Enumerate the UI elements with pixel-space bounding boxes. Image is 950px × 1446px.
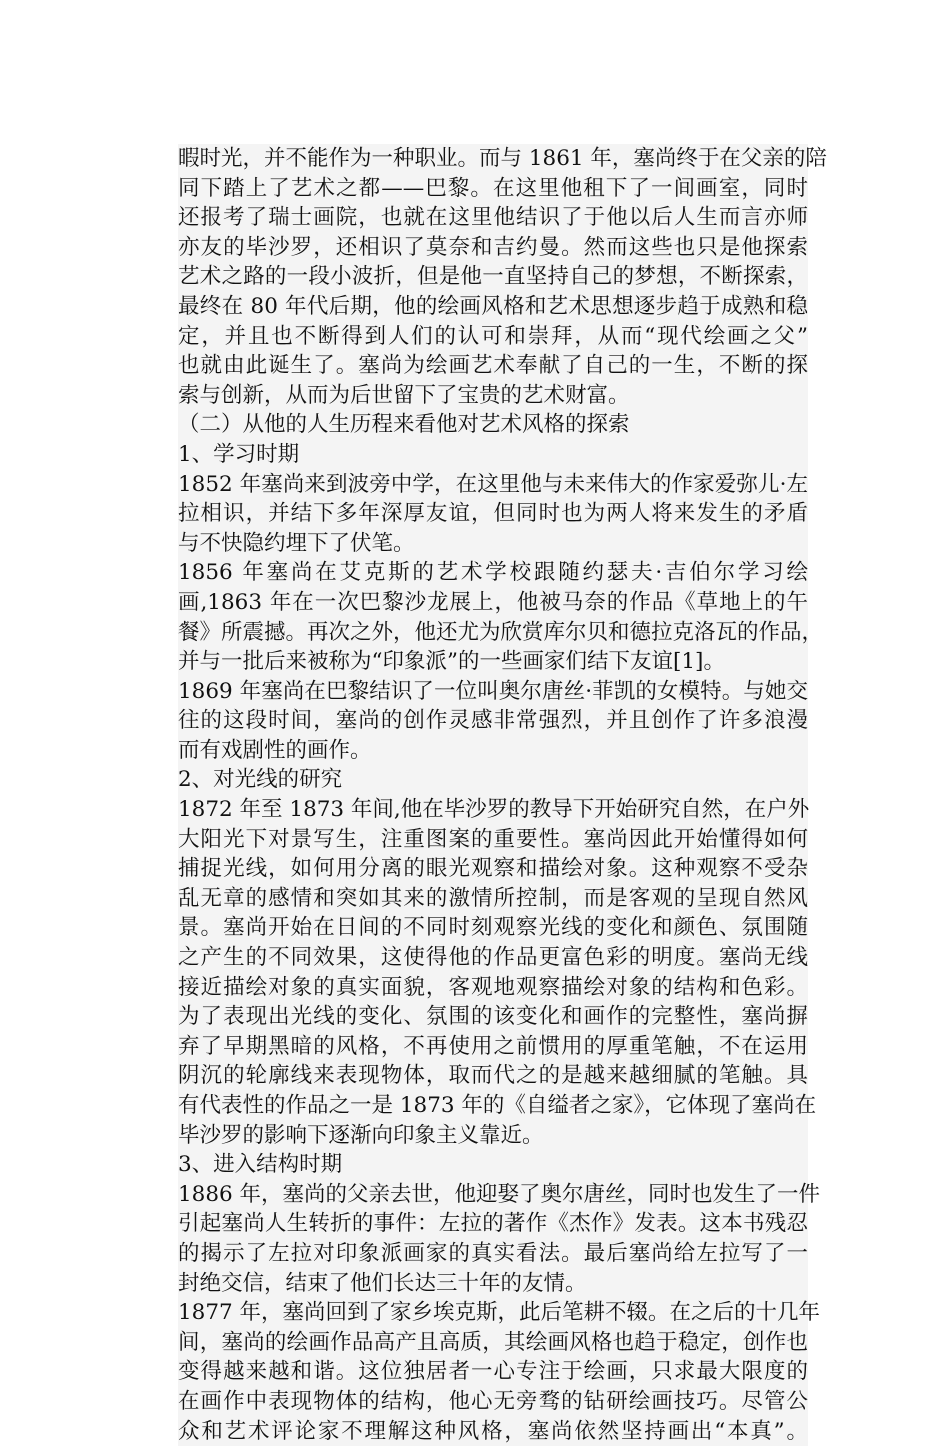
heading-text: 2、对光线的研究 <box>178 765 808 795</box>
document-body <box>178 144 827 1446</box>
text-line: 的揭示了左拉对印象派画家的真实看法。最后塞尚给左拉写了一 <box>178 1239 808 1269</box>
paragraph-1886 <box>178 1180 821 1298</box>
heading-text: 1、学习时期 <box>178 440 808 470</box>
text-line: 1877 年，塞尚回到了家乡埃克斯，此后笔耕不辍。在之后的十几年 <box>178 1298 808 1328</box>
heading-text: （二）从他的人生历程来看他对艺术风格的探索 <box>178 410 808 440</box>
text-line: 毕沙罗的影响下逐渐向印象主义靠近。 <box>178 1121 808 1151</box>
text-line: 最终在 80 年代后期，他的绘画风格和艺术思想逐步趋于成熟和稳 <box>178 292 808 322</box>
text-line: 引起塞尚人生转折的事件：左拉的著作《杰作》发表。这本书残忍 <box>178 1209 808 1239</box>
text-line: 有代表性的作品之一是 1873 年的《自缢者之家》，它体现了塞尚在 <box>178 1091 808 1121</box>
text-line: 还报考了瑞士画院，也就在这里他结识了于他以后人生而言亦师 <box>178 203 808 233</box>
text-line: 画,1863 年在一次巴黎沙龙展上，他被马奈的作品《草地上的午 <box>178 588 808 618</box>
text-line: 往的这段时间，塞尚的创作灵感非常强烈，并且创作了许多浪漫 <box>178 706 808 736</box>
paragraph-1877 <box>178 1298 821 1446</box>
text-line: 乱无章的感情和突如其来的激情所控制，而是客观的呈现自然风 <box>178 884 808 914</box>
paragraph-intro <box>178 144 827 410</box>
text-line: 亦友的毕沙罗，还相识了莫奈和吉约曼。然而这些也只是他探索 <box>178 233 808 263</box>
text-line: 并与一批后来被称为“印象派”的一些画家们结下友谊[1]。 <box>178 647 808 677</box>
subheading-light-study <box>178 765 808 795</box>
text-line: 弃了早期黑暗的风格，不再使用之前惯用的厚重笔触，不在运用 <box>178 1032 808 1062</box>
text-line: 大阳光下对景写生，注重图案的重要性。塞尚因此开始懂得如何 <box>178 825 808 855</box>
text-line: 之产生的不同效果，这使得他的作品更富色彩的明度。塞尚无线 <box>178 943 808 973</box>
text-line: 1856 年塞尚在艾克斯的艺术学校跟随约瑟夫·吉伯尔学习绘 <box>178 558 808 588</box>
text-line: 索与创新，从而为后世留下了宝贵的艺术财富。 <box>178 381 808 411</box>
text-line: 同下踏上了艺术之都——巴黎。在这里他租下了一间画室，同时 <box>178 174 808 204</box>
text-line: 1852 年塞尚来到波旁中学，在这里他与未来伟大的作家爱弥儿·左 <box>178 470 808 500</box>
text-line: 间，塞尚的绘画作品高产且高质，其绘画风格也趋于稳定，创作也 <box>178 1328 808 1358</box>
subheading-structure-period <box>178 1150 808 1180</box>
text-line: 捕捉光线，如何用分离的眼光观察和描绘对象。这种观察不受杂 <box>178 854 808 884</box>
text-line: 而有戏剧性的画作。 <box>178 736 808 766</box>
subheading-study-period <box>178 440 808 470</box>
text-line: 暇时光，并不能作为一种职业。而与 1861 年，塞尚终于在父亲的陪 <box>178 144 808 174</box>
heading-text: 3、进入结构时期 <box>178 1150 808 1180</box>
text-line: 艺术之路的一段小波折，但是他一直坚持自己的梦想，不断探索， <box>178 262 808 292</box>
text-line: 餐》所震撼。再次之外，他还尤为欣赏库尔贝和德拉克洛瓦的作品， <box>178 618 808 648</box>
paragraph-1852 <box>178 470 808 559</box>
text-line: 在画作中表现物体的结构，他心无旁骛的钻研绘画技巧。尽管公 <box>178 1387 808 1417</box>
text-line: 封绝交信，结束了他们长达三十年的友情。 <box>178 1269 808 1299</box>
text-line: 拉相识，并结下多年深厚友谊，但同时也为两人将来发生的矛盾 <box>178 499 808 529</box>
paragraph-1869 <box>178 677 808 766</box>
text-line: 1886 年，塞尚的父亲去世，他迎娶了奥尔唐丝，同时也发生了一件 <box>178 1180 808 1210</box>
text-line: 阴沉的轮廓线来表现物体，取而代之的是越来越细腻的笔触。具 <box>178 1061 808 1091</box>
text-line: 定，并且也不断得到人们的认可和崇拜，从而“现代绘画之父” <box>178 322 808 352</box>
text-line: 为了表现出光线的变化、氛围的该变化和画作的完整性，塞尚摒 <box>178 1002 808 1032</box>
paragraph-1856 <box>178 558 824 676</box>
text-line: 与不快隐约埋下了伏笔。 <box>178 529 808 559</box>
text-line: 1869 年塞尚在巴黎结识了一位叫奥尔唐丝·菲凯的女模特。与她交 <box>178 677 808 707</box>
text-line: 变得越来越和谐。这位独居者一心专注于绘画，只求最大限度的 <box>178 1357 808 1387</box>
text-line: 众和艺术评论家不理解这种风格，塞尚依然坚持画出“本真”。 <box>178 1417 808 1446</box>
text-line: 景。塞尚开始在日间的不同时刻观察光线的变化和颜色、氛围随 <box>178 913 808 943</box>
text-line: 接近描绘对象的真实面貌，客观地观察描绘对象的结构和色彩。 <box>178 973 808 1003</box>
section-heading-2 <box>178 410 808 440</box>
paragraph-1872 <box>178 795 817 1150</box>
text-line: 也就由此诞生了。塞尚为绘画艺术奉献了自己的一生，不断的探 <box>178 351 808 381</box>
text-line: 1872 年至 1873 年间,他在毕沙罗的教导下开始研究自然，在户外 <box>178 795 808 825</box>
